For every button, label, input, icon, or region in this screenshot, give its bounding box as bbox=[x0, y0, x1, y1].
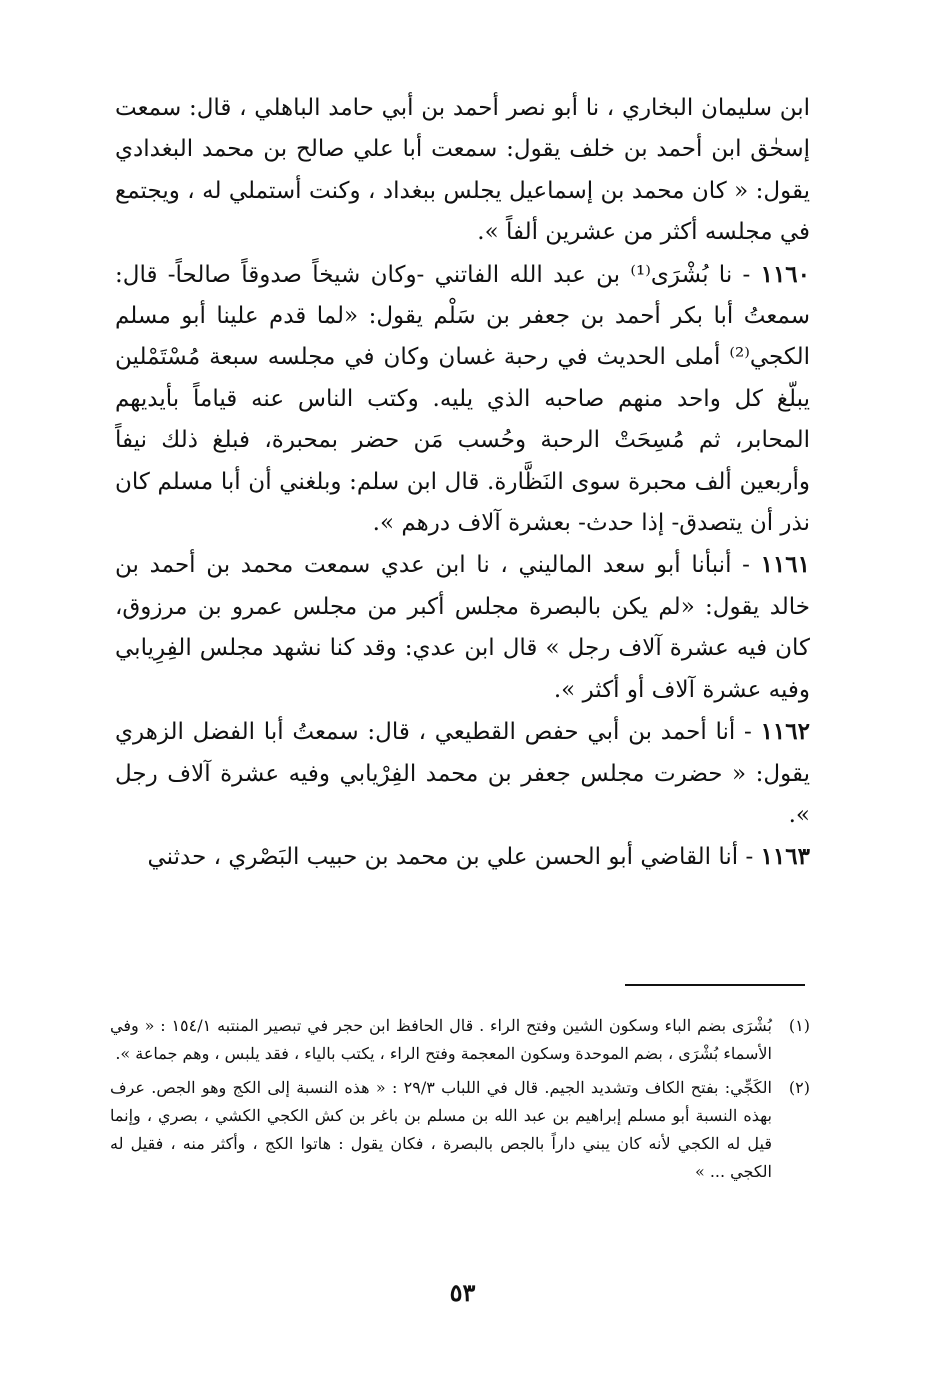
paragraph-text: ابن سليمان البخاري ، نا أبو نصر أحمد بن أبي حامد الباهلي ، قال: سمعت إسحٰق ابن أحمد بن خلف يقول: سمعت أبا علي صالح بن محمد البغدادي يقول: « كان محمد بن إسماعيل يجلس ببغداد ، وكنت أستملي له ، ويجتمع في مجلسه أكثر من عشرين ألفاً ». bbox=[115, 95, 810, 246]
main-text bbox=[115, 88, 810, 879]
entry-number: ١١٦١ bbox=[760, 551, 810, 579]
entry-text: - نا بُشْرَى⁽¹⁾ بن عبد الله الفاتني -وكان شيخاً صدوقاً صالحاً- قال: سمعتُ أبا بكر أحمد بن جعفر بن سَلْم يقول: «لما قدم علينا أبو مسلم الكجي⁽²⁾ أملى الحديث في رحبة غسان وكان في مجلسه سبعة مُسْتَمْلين يبلّغ كل واحد منهم صاحبه الذي يليه. وكتب الناس عنه قياماً بأيديهم المحابر، ثم مُسِحَتْ الرحبة وحُسب مَن حضر بمحبرة، فبلغ ذلك نيفاً وأربعين ألف محبرة سوى النَظَّارة. قال ابن سلم: وبلغني أن أبا مسلم كان نذر أن يتصدق- إذا حدث- بعشرة آلاف درهم ». bbox=[115, 261, 810, 537]
entry-text: - أنبأنا أبو سعد الماليني ، نا ابن عدي سمعت محمد بن أحمد بن خالد يقول: «لم يكن بالبصرة مجلس أكبر من مجلس عمرو بن مرزوق، كان فيه عشرة آلاف رجل » قال ابن عدي: وقد كنا نشهد مجلس الفِرِيابي وفيه عشرة آلاف أو أكثر ». bbox=[115, 552, 810, 703]
entry-1163 bbox=[115, 836, 810, 878]
entry-1161 bbox=[115, 544, 810, 711]
entry-number: ١١٦٠ bbox=[760, 260, 811, 288]
paragraph-continuation bbox=[115, 88, 810, 254]
footnote-2 bbox=[110, 1074, 810, 1186]
entry-number: ١١٦٢ bbox=[760, 718, 810, 746]
entry-1162 bbox=[115, 711, 810, 836]
footnote-text: الكَجِّي: بفتح الكاف وتشديد الجيم. قال في اللباب ٢٩/٣ : « هذه النسبة إلى الكج وهو الجص. عرف بهذه النسبة أبو مسلم إبراهيم بن عبد الله بن مسلم بن باغر بن كش الكجي الكشي ، بصري ، وإنما قيل له الكجي لأنه كان يبني داراً بالجص بالبصرة ، فكان يقول : هاتوا الكج ، وأكثر منه ، فقيل له الكجي ... » bbox=[110, 1078, 772, 1181]
footnote-marker: (٢) bbox=[788, 1078, 810, 1097]
footnote-text: بُشْرَى بضم الباء وسكون الشين وفتح الراء . قال الحافظ ابن حجر في تبصير المنتبه ١٥٤/١ : « وفي الأسماء بُشْرَى ، بضم الموحدة وسكون المعجمة وفتح الراء ، يكتب بالياء ، فقد يلبس ، وهم جماعة ». bbox=[110, 1016, 772, 1063]
page-number: ٥٣ bbox=[449, 1278, 476, 1307]
footnote-marker: (١) bbox=[788, 1016, 810, 1035]
entry-text: - أنا القاضي أبو الحسن علي بن محمد بن حبيب البَصْري ، حدثني bbox=[147, 844, 761, 871]
entry-number: ١١٦٣ bbox=[760, 843, 810, 871]
entry-1160 bbox=[115, 254, 810, 545]
footnote-1 bbox=[110, 1012, 810, 1068]
footnotes bbox=[110, 1012, 810, 1192]
entry-text: - أنا أحمد بن أبي حفص القطيعي ، قال: سمعتُ أبا الفضل الزهري يقول: « حضرت مجلس جعفر بن محمد الفِرْيابي وفيه عشرة آلاف رجل ». bbox=[115, 719, 810, 828]
footnote-separator bbox=[625, 984, 805, 986]
